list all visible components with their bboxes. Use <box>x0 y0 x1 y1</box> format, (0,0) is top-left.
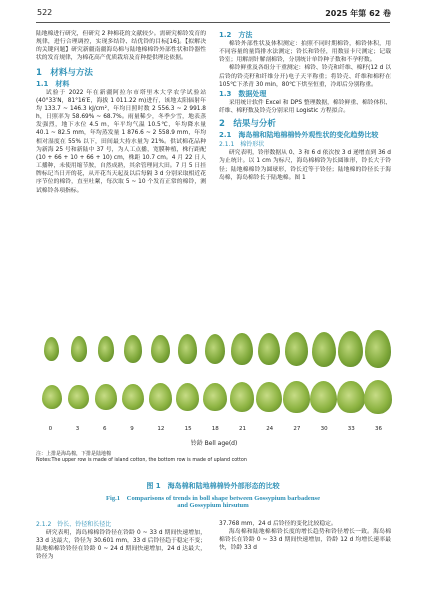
island-boll-photo <box>231 333 252 365</box>
section-heading-1: 1 材料与方法 <box>36 67 93 78</box>
age-tick-label: 36 <box>375 426 382 432</box>
island-boll-photo <box>71 336 87 361</box>
figure-note-en: Notes:The upper row is made of island cotton, the bottom row is made of upland cotton <box>36 458 247 463</box>
island-boll-photo <box>98 336 115 362</box>
age-tick-label: 33 <box>347 426 355 432</box>
figure-caption-cn: 图 1 海岛棉和陆地棉棉铃外部形态的比较 <box>146 482 280 490</box>
axis-label: 铃龄 Bell age(d) <box>190 440 238 447</box>
page-number: 522 <box>37 8 53 17</box>
upland-boll-photo <box>310 381 337 413</box>
section-heading-1-2: 1.2 方法 <box>219 31 253 39</box>
boll-diameter-paragraph: 研究表明，海岛棉棉铃铃径在铃龄 0 ~ 33 d 期间快速增加，33 d 达最大，铃径为 30.601 mm，33 d 后铃径趋于稳定不变；陆地棉棉铃铃径在铃龄 0 ~ 24 d 期间快速增加，24 d 达最大，铃径为 <box>36 530 206 561</box>
age-tick-label: 30 <box>320 426 328 432</box>
header-rule <box>36 22 390 23</box>
section-heading-2-1-1: 2.1.1 棉铃形状 <box>219 141 265 149</box>
upland-boll-photo <box>256 382 282 412</box>
bottom-right-column <box>219 520 391 553</box>
journal-issue: 2025 年第 62 卷 <box>325 9 391 18</box>
upland-boll-photo <box>95 384 116 410</box>
data-processing-paragraph: 采用统计软件 Excel 和 DPS 整理数据，棉铃鲜重、棉铃体积、纤维、棉籽数及铃壳分别采用 Logistic 方程拟合。 <box>219 99 391 115</box>
intro-paragraph: 陆地棉进行研究，但研究 2 种棉花的文献较少。需研究棉铃发育的规律，进行合理调控，实现多结铃、结优铃的目标[16]。【拟解决的关键问题】研究新疆南疆海岛棉与陆地棉棉铃外部性状和铃器性状的发育规律，为棉花高产优质栽培及育种提供理论依据。 <box>36 31 206 62</box>
island-boll-photo <box>178 334 198 364</box>
upland-boll-photo <box>122 384 144 410</box>
age-tick-label: 6 <box>103 426 107 432</box>
figure-1 <box>36 326 392 474</box>
age-tick-label: 0 <box>48 426 53 432</box>
upland-boll-photo <box>68 385 89 410</box>
age-labels <box>36 426 392 436</box>
section-heading-1-1: 1.1 材料 <box>36 79 70 88</box>
island-boll-photo <box>365 330 391 367</box>
age-tick-label: 3 <box>75 426 80 432</box>
boll-diameter-continued: 37.768 mm，24 d 后铃径的变化比较稳定。 <box>219 521 337 527</box>
upland-boll-photo <box>42 385 62 409</box>
island-boll-photo <box>205 334 225 365</box>
upland-boll-photo <box>283 381 309 412</box>
island-boll-photo <box>44 337 59 361</box>
section-heading-2: 2 结果与分析 <box>219 119 276 130</box>
upland-boll-photo <box>364 380 392 414</box>
age-tick-label: 9 <box>130 426 134 432</box>
section-heading-2-1: 2.1 海岛棉和陆地棉棉铃外观性状的变化趋势比较 <box>219 131 379 140</box>
upland-boll-photo <box>337 381 365 414</box>
age-tick-label: 27 <box>293 426 301 432</box>
left-column <box>36 30 206 195</box>
right-column <box>219 30 391 182</box>
materials-paragraph: 试验于 2022 年在新疆阿拉尔市塔里木大学农学试验站(40°33′N，81°16′E，海拔 1 011.22 m)进行，该地太阳辐射年均 133.7 ~ 146.3 kJ/cm²，年均日照时数 2 556.3 ~ 2 991.8 h，日照率为 58.69% ~ 68.7%。雨量稀少，冬季少雪，地表蒸发强烈，地下水位 4.5 m，年平均气温 10.5℃，年均降水量 40.1 ~ 82.5 mm，年均蒸发量 1 876.6 ~ 2 558.9 mm，年均相对湿度在 55% 以下，田间最大持水量为 21%。供试棉花品种为新海 25 号和新陆中 37 号，为人工点播，宽膜种植，株行距配(10 + 66 + 10 + 66 + 10) cm，株距 10.7 cm。4 月 22 日人工播种，未使用缩节胺，自然成熟，其余管理同大田。7 月 5 日挂牌标记当日开的花，从开花当天起及以后每隔 3 d 分别采取相近花序节位的棉铃，直至吐絮，每次取 5 ~ 10 个发育正常的棉铃，测试棉铃各项指标。 <box>36 89 206 194</box>
island-cotton-row <box>38 326 393 374</box>
figure-note-cn: 注：上排是海岛棉，下排是陆地棉 <box>36 451 112 457</box>
bottom-left-column <box>36 520 206 562</box>
age-tick-label: 24 <box>266 426 274 432</box>
methods-paragraph-1: 棉铃外部性状及体积测定：拍照不同时期棉铃，棉铃体积，用不同容量的量筒排水法测定；铃长和铃径，用数显卡尺测定；记载铃室；用解剖针解剖棉铃，分别统计单铃种子数和不孕籽数。 <box>219 41 391 64</box>
island-boll-photo <box>151 335 170 363</box>
section-heading-1-3: 1.3 数据处理 <box>219 89 267 98</box>
figure-caption-en-1: Fig.1 Comparisons of trends in boll shape between Gossypium barbadense <box>105 495 321 502</box>
age-tick-label: 18 <box>211 426 219 432</box>
island-boll-photo <box>312 332 336 367</box>
upland-boll-photo <box>149 383 172 410</box>
boll-shape-paragraph: 研究表明，铃形数据从 0、3 和 6 d 依次按 3 d 递增直到 36 d 为止统计。以 1 cm 为标尺，海岛棉棉铃为长圆锥形，铃长大于铃径；陆地棉棉铃为圆球形，铃长近等于铃径；陆地棉的铃径长于海岛棉，海岛棉铃长于陆地棉。图 1 <box>219 150 391 181</box>
upland-boll-photo <box>230 382 255 412</box>
age-tick-label: 21 <box>239 426 246 432</box>
figure-caption-en-2: and Gossypium hirsutum <box>177 502 249 509</box>
section-heading-2-1-2: 2.1.2 铃长、铃径和长径比 <box>36 521 112 528</box>
upland-boll-photo <box>203 383 227 412</box>
boll-length-paragraph: 海岛棉和陆地棉棉铃长度的增长趋势和铃径增长一致。海岛棉棉铃长在铃龄 0 ~ 33 d 期间快速增加，铃龄 12 d 均增长速率最快，铃龄 33 d <box>219 529 391 552</box>
island-boll-photo <box>124 335 142 362</box>
island-boll-photo <box>285 332 308 366</box>
age-tick-label: 12 <box>157 426 165 432</box>
age-tick-label: 15 <box>184 426 192 432</box>
island-boll-photo <box>338 331 363 367</box>
island-boll-photo <box>258 333 280 366</box>
upland-boll-photo <box>176 383 200 411</box>
methods-paragraph-2: 棉铃鲜重及各组分干重测定：棉铃、铃壳和纤维、棉籽(12 d 以后铃的铃壳籽和纤维分开)电子天平称重；将铃壳、纤维和棉籽在 105℃下杀青 30 min，80℃下烘至恒重，冷却后分别称重。 <box>219 65 391 88</box>
upland-cotton-row <box>38 374 393 422</box>
